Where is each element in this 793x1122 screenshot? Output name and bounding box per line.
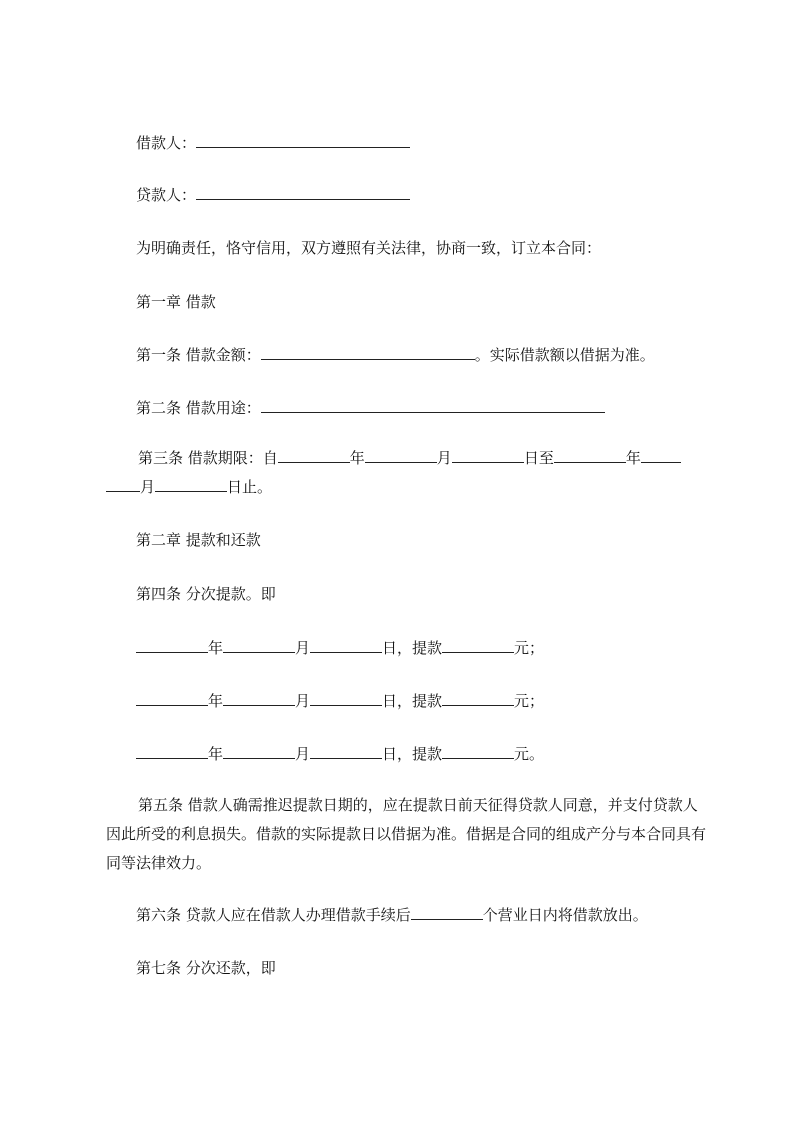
article2-label: 第二条 借款用途： — [136, 399, 261, 417]
article7: 第七条 分次还款，即 — [136, 959, 276, 977]
drawdown3-month: 月 — [295, 745, 311, 763]
drawdown3-yuan: 元。 — [514, 745, 545, 763]
article6 — [136, 904, 648, 925]
drawdown2-year: 年 — [208, 692, 224, 710]
drawdown2-month-blank[interactable] — [223, 690, 295, 706]
drawdown2-amount-blank[interactable] — [442, 690, 514, 706]
article3-month: 月 — [436, 449, 452, 467]
borrower-line — [136, 132, 410, 153]
drawdown2-yuan: 元； — [514, 692, 545, 710]
drawdown1-year-blank[interactable] — [136, 637, 208, 653]
article3-day-end: 日止。 — [227, 478, 273, 496]
drawdown1-day-blank[interactable] — [310, 637, 382, 653]
drawdown-row-1 — [136, 637, 544, 658]
drawdown-row-3 — [136, 743, 544, 764]
drawdown3-amount-blank[interactable] — [442, 743, 514, 759]
drawdown2-month: 月 — [295, 692, 311, 710]
article4: 第四条 分次提款。即 — [136, 585, 276, 603]
lender-line — [136, 184, 410, 205]
article3-end-year: 年 — [625, 449, 641, 467]
start-year-blank[interactable] — [278, 447, 350, 463]
lender-blank[interactable] — [196, 184, 410, 200]
article3-end-month: 月 — [140, 478, 156, 496]
loan-amount-blank[interactable] — [261, 344, 475, 360]
drawdown1-month: 月 — [295, 639, 311, 657]
article3-day-to: 日至 — [523, 449, 554, 467]
lender-label: 贷款人： — [136, 186, 197, 204]
business-days-blank[interactable] — [411, 904, 483, 920]
article5: 第五条 借款人确需推迟提款日期的，应在提款日前天征得贷款人同意，并支付贷款人因此所受的利息损失。借款的实际提款日以借据为准。借据是合同的组成产分与本合同具有同等法律效力。 — [106, 796, 707, 872]
drawdown3-day-blank[interactable] — [310, 743, 382, 759]
borrower-blank[interactable] — [196, 132, 410, 148]
drawdown2-day-blank[interactable] — [310, 690, 382, 706]
start-month-blank[interactable] — [365, 447, 437, 463]
end-month-blank-b[interactable] — [106, 476, 140, 492]
drawdown2-day: 日，提款 — [382, 692, 443, 710]
drawdown3-year: 年 — [208, 745, 224, 763]
drawdown2-year-blank[interactable] — [136, 690, 208, 706]
end-month-blank-a[interactable] — [641, 447, 681, 463]
drawdown3-year-blank[interactable] — [136, 743, 208, 759]
article1-suffix: 。实际借款额以借据为准。 — [474, 346, 655, 364]
preamble: 为明确责任，恪守信用，双方遵照有关法律，协商一致，订立本合同： — [136, 239, 602, 257]
drawdown3-day: 日，提款 — [382, 745, 443, 763]
article3-line2 — [106, 476, 272, 497]
article3-year: 年 — [349, 449, 365, 467]
drawdown1-month-blank[interactable] — [223, 637, 295, 653]
article3-label: 第三条 借款期限：自 — [138, 449, 278, 467]
drawdown1-amount-blank[interactable] — [442, 637, 514, 653]
drawdown1-year: 年 — [208, 639, 224, 657]
article6-label: 第六条 贷款人应在借款人办理借款手续后 — [136, 906, 411, 924]
end-day-blank[interactable] — [155, 476, 227, 492]
drawdown1-day: 日，提款 — [382, 639, 443, 657]
end-year-blank[interactable] — [554, 447, 626, 463]
article2 — [136, 397, 605, 418]
loan-purpose-blank[interactable] — [261, 397, 605, 413]
chapter2-title: 第二章 提款和还款 — [136, 531, 261, 549]
article3-line1 — [138, 447, 681, 468]
drawdown1-yuan: 元； — [514, 639, 545, 657]
drawdown3-month-blank[interactable] — [223, 743, 295, 759]
article1-label: 第一条 借款金额： — [136, 346, 261, 364]
article6-suffix: 个营业日内将借款放出。 — [482, 906, 648, 924]
start-day-blank[interactable] — [452, 447, 524, 463]
borrower-label: 借款人： — [136, 134, 197, 152]
drawdown-row-2 — [136, 690, 544, 711]
article1 — [136, 344, 655, 365]
chapter1-title: 第一章 借款 — [136, 293, 216, 311]
